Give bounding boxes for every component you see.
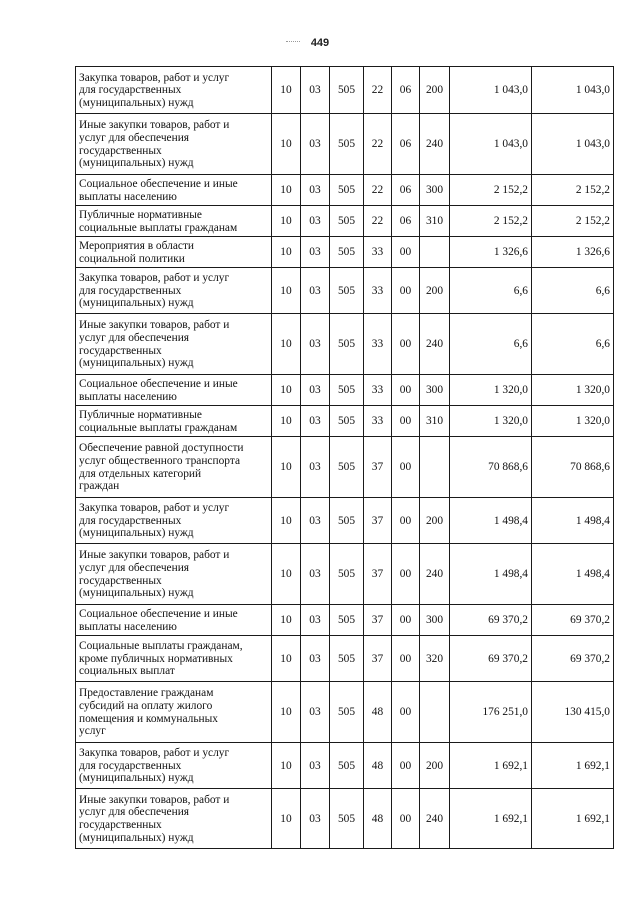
table-row xyxy=(76,175,614,206)
budget-table xyxy=(75,66,614,849)
direction-code-cell: 00 xyxy=(392,636,420,682)
amount-cell: 2 152,2 xyxy=(450,206,532,237)
amount-cell: 6,6 xyxy=(450,314,532,375)
item-name-line: для государственных xyxy=(79,284,182,297)
program-code-cell: 37 xyxy=(364,636,392,682)
table-row xyxy=(76,636,614,682)
subsection-code-cell: 03 xyxy=(301,682,330,743)
expense-type-cell: 200 xyxy=(420,498,450,544)
item-name-line: услуг для обеспечения xyxy=(79,131,190,144)
target-article-code-cell: 505 xyxy=(330,237,364,268)
item-name-line: выплаты населению xyxy=(79,190,177,203)
program-code-cell: 22 xyxy=(364,175,392,206)
amount-cell: 1 498,4 xyxy=(532,498,614,544)
direction-code-cell: 06 xyxy=(392,67,420,114)
section-code-cell: 10 xyxy=(272,406,301,437)
program-code-cell: 33 xyxy=(364,406,392,437)
item-name-line: (муниципальных) нужд xyxy=(79,96,194,109)
subsection-code-cell: 03 xyxy=(301,67,330,114)
direction-code-cell: 00 xyxy=(392,437,420,498)
item-name-line: Обеспечение равной доступности xyxy=(79,442,244,455)
program-code-cell: 37 xyxy=(364,605,392,636)
target-article-code-cell: 505 xyxy=(330,789,364,849)
section-code-cell: 10 xyxy=(272,314,301,375)
expense-type-cell: 300 xyxy=(420,175,450,206)
direction-code-cell: 00 xyxy=(392,406,420,437)
table-row xyxy=(76,406,614,437)
item-name-line: для государственных xyxy=(79,84,182,97)
program-code-cell: 48 xyxy=(364,789,392,849)
expense-type-cell xyxy=(420,437,450,498)
item-name-line: выплаты населению xyxy=(79,390,177,403)
item-name-line: для отдельных категорий xyxy=(79,467,202,480)
item-name-line: кроме публичных нормативных xyxy=(79,652,233,665)
section-code-cell: 10 xyxy=(272,114,301,175)
item-name-cell xyxy=(76,175,272,206)
item-name-line: Публичные нормативные xyxy=(79,208,202,221)
table-row xyxy=(76,206,614,237)
subsection-code-cell: 03 xyxy=(301,743,330,789)
target-article-code-cell: 505 xyxy=(330,636,364,682)
item-name-cell xyxy=(76,544,272,605)
target-article-code-cell: 505 xyxy=(330,114,364,175)
direction-code-cell: 00 xyxy=(392,682,420,743)
subsection-code-cell: 03 xyxy=(301,375,330,406)
direction-code-cell: 06 xyxy=(392,206,420,237)
direction-code-cell: 00 xyxy=(392,498,420,544)
expense-type-cell: 240 xyxy=(420,789,450,849)
section-code-cell: 10 xyxy=(272,237,301,268)
amount-cell: 1 498,4 xyxy=(450,498,532,544)
table-row xyxy=(76,789,614,849)
direction-code-cell: 00 xyxy=(392,314,420,375)
direction-code-cell: 00 xyxy=(392,605,420,636)
amount-cell: 1 320,0 xyxy=(532,406,614,437)
amount-cell: 1 498,4 xyxy=(450,544,532,605)
direction-code-cell: 00 xyxy=(392,375,420,406)
section-code-cell: 10 xyxy=(272,544,301,605)
expense-type-cell: 310 xyxy=(420,206,450,237)
program-code-cell: 33 xyxy=(364,314,392,375)
item-name-cell xyxy=(76,406,272,437)
item-name-line: социальных выплат xyxy=(79,665,175,678)
item-name-line: Мероприятия в области xyxy=(79,239,195,252)
item-name-line: (муниципальных) нужд xyxy=(79,357,194,370)
table-row xyxy=(76,437,614,498)
item-name-line: услуг xyxy=(79,725,106,738)
scan-artifact xyxy=(286,41,300,44)
subsection-code-cell: 03 xyxy=(301,498,330,544)
direction-code-cell: 00 xyxy=(392,789,420,849)
program-code-cell: 33 xyxy=(364,268,392,314)
direction-code-cell: 00 xyxy=(392,544,420,605)
subsection-code-cell: 03 xyxy=(301,605,330,636)
section-code-cell: 10 xyxy=(272,636,301,682)
item-name-line: Социальное обеспечение и иные xyxy=(79,607,238,620)
item-name-line: услуг для обеспечения xyxy=(79,561,190,574)
amount-cell: 176 251,0 xyxy=(450,682,532,743)
subsection-code-cell: 03 xyxy=(301,237,330,268)
target-article-code-cell: 505 xyxy=(330,175,364,206)
amount-cell: 70 868,6 xyxy=(450,437,532,498)
program-code-cell: 22 xyxy=(364,206,392,237)
item-name-line: граждан xyxy=(79,480,120,493)
item-name-cell xyxy=(76,375,272,406)
subsection-code-cell: 03 xyxy=(301,206,330,237)
item-name-cell xyxy=(76,605,272,636)
subsection-code-cell: 03 xyxy=(301,544,330,605)
target-article-code-cell: 505 xyxy=(330,268,364,314)
expense-type-cell: 200 xyxy=(420,268,450,314)
budget-table-body xyxy=(76,67,614,849)
item-name-line: Закупка товаров, работ и услуг xyxy=(79,71,230,84)
item-name-cell xyxy=(76,237,272,268)
amount-cell: 1 043,0 xyxy=(532,114,614,175)
item-name-line: Иные закупки товаров, работ и xyxy=(79,793,230,806)
item-name-cell xyxy=(76,314,272,375)
item-name-line: выплаты населению xyxy=(79,620,177,633)
amount-cell: 1 692,1 xyxy=(532,789,614,849)
amount-cell: 130 415,0 xyxy=(532,682,614,743)
item-name-line: (муниципальных) нужд xyxy=(79,527,194,540)
target-article-code-cell: 505 xyxy=(330,682,364,743)
program-code-cell: 22 xyxy=(364,114,392,175)
section-code-cell: 10 xyxy=(272,437,301,498)
section-code-cell: 10 xyxy=(272,498,301,544)
expense-type-cell: 240 xyxy=(420,544,450,605)
table-row xyxy=(76,268,614,314)
amount-cell: 6,6 xyxy=(532,314,614,375)
direction-code-cell: 00 xyxy=(392,268,420,314)
amount-cell: 2 152,2 xyxy=(532,206,614,237)
amount-cell: 1 320,0 xyxy=(532,375,614,406)
item-name-line: (муниципальных) нужд xyxy=(79,297,194,310)
target-article-code-cell: 505 xyxy=(330,743,364,789)
program-code-cell: 37 xyxy=(364,544,392,605)
program-code-cell: 37 xyxy=(364,437,392,498)
subsection-code-cell: 03 xyxy=(301,175,330,206)
table-row xyxy=(76,237,614,268)
item-name-cell xyxy=(76,682,272,743)
item-name-line: (муниципальных) нужд xyxy=(79,157,194,170)
section-code-cell: 10 xyxy=(272,789,301,849)
amount-cell: 1 043,0 xyxy=(532,67,614,114)
table-row xyxy=(76,605,614,636)
item-name-line: (муниципальных) нужд xyxy=(79,587,194,600)
table-row xyxy=(76,375,614,406)
program-code-cell: 33 xyxy=(364,237,392,268)
target-article-code-cell: 505 xyxy=(330,406,364,437)
amount-cell: 1 692,1 xyxy=(532,743,614,789)
expense-type-cell: 240 xyxy=(420,314,450,375)
item-name-line: Социальные выплаты гражданам, xyxy=(79,640,243,653)
section-code-cell: 10 xyxy=(272,682,301,743)
expense-type-cell: 320 xyxy=(420,636,450,682)
amount-cell: 69 370,2 xyxy=(532,605,614,636)
item-name-line: услуг для обеспечения xyxy=(79,331,190,344)
table-row xyxy=(76,682,614,743)
program-code-cell: 33 xyxy=(364,375,392,406)
item-name-line: Предоставление гражданам xyxy=(79,687,214,700)
section-code-cell: 10 xyxy=(272,175,301,206)
section-code-cell: 10 xyxy=(272,67,301,114)
direction-code-cell: 00 xyxy=(392,237,420,268)
item-name-line: Закупка товаров, работ и услуг xyxy=(79,272,230,285)
section-code-cell: 10 xyxy=(272,605,301,636)
item-name-line: Иные закупки товаров, работ и xyxy=(79,119,230,132)
amount-cell: 2 152,2 xyxy=(450,175,532,206)
target-article-code-cell: 505 xyxy=(330,314,364,375)
subsection-code-cell: 03 xyxy=(301,268,330,314)
amount-cell: 69 370,2 xyxy=(450,636,532,682)
amount-cell: 1 692,1 xyxy=(450,789,532,849)
section-code-cell: 10 xyxy=(272,375,301,406)
table-row xyxy=(76,498,614,544)
item-name-line: услуг для обеспечения xyxy=(79,806,190,819)
subsection-code-cell: 03 xyxy=(301,406,330,437)
item-name-cell xyxy=(76,743,272,789)
amount-cell: 6,6 xyxy=(450,268,532,314)
item-name-line: для государственных xyxy=(79,759,182,772)
item-name-line: Иные закупки товаров, работ и xyxy=(79,319,230,332)
item-name-line: социальные выплаты гражданам xyxy=(79,421,238,434)
table-row xyxy=(76,314,614,375)
item-name-line: (муниципальных) нужд xyxy=(79,831,194,844)
item-name-line: государственных xyxy=(79,574,162,587)
item-name-line: помещения и коммунальных xyxy=(79,712,219,725)
item-name-cell xyxy=(76,268,272,314)
expense-type-cell: 200 xyxy=(420,67,450,114)
expense-type-cell: 240 xyxy=(420,114,450,175)
item-name-line: Закупка товаров, работ и услуг xyxy=(79,502,230,515)
item-name-line: государственных xyxy=(79,819,162,831)
target-article-code-cell: 505 xyxy=(330,544,364,605)
program-code-cell: 37 xyxy=(364,498,392,544)
amount-cell: 1 326,6 xyxy=(532,237,614,268)
subsection-code-cell: 03 xyxy=(301,789,330,849)
section-code-cell: 10 xyxy=(272,268,301,314)
item-name-line: Публичные нормативные xyxy=(79,408,202,421)
item-name-cell xyxy=(76,498,272,544)
subsection-code-cell: 03 xyxy=(301,636,330,682)
target-article-code-cell: 505 xyxy=(330,605,364,636)
amount-cell: 2 152,2 xyxy=(532,175,614,206)
program-code-cell: 48 xyxy=(364,682,392,743)
item-name-line: (муниципальных) нужд xyxy=(79,772,194,785)
target-article-code-cell: 505 xyxy=(330,67,364,114)
item-name-line: социальные выплаты гражданам xyxy=(79,221,238,234)
item-name-line: социальной политики xyxy=(79,252,185,265)
expense-type-cell: 200 xyxy=(420,743,450,789)
amount-cell: 6,6 xyxy=(532,268,614,314)
amount-cell: 1 043,0 xyxy=(450,67,532,114)
item-name-line: Иные закупки товаров, работ и xyxy=(79,549,230,562)
item-name-line: государственных xyxy=(79,344,162,357)
amount-cell: 69 370,2 xyxy=(450,605,532,636)
page-number: 449 xyxy=(310,37,330,49)
item-name-line: Закупка товаров, работ и услуг xyxy=(79,747,230,760)
item-name-cell xyxy=(76,789,272,849)
target-article-code-cell: 505 xyxy=(330,437,364,498)
target-article-code-cell: 505 xyxy=(330,375,364,406)
item-name-line: Социальное обеспечение и иные xyxy=(79,177,238,190)
amount-cell: 70 868,6 xyxy=(532,437,614,498)
table-row xyxy=(76,67,614,114)
subsection-code-cell: 03 xyxy=(301,437,330,498)
target-article-code-cell: 505 xyxy=(330,498,364,544)
amount-cell: 69 370,2 xyxy=(532,636,614,682)
table-row xyxy=(76,544,614,605)
expense-type-cell xyxy=(420,237,450,268)
item-name-line: государственных xyxy=(79,144,162,157)
item-name-line: услуг общественного транспорта xyxy=(79,454,240,467)
item-name-cell xyxy=(76,206,272,237)
amount-cell: 1 326,6 xyxy=(450,237,532,268)
expense-type-cell xyxy=(420,682,450,743)
program-code-cell: 48 xyxy=(364,743,392,789)
table-row xyxy=(76,743,614,789)
program-code-cell: 22 xyxy=(364,67,392,114)
amount-cell: 1 043,0 xyxy=(450,114,532,175)
expense-type-cell: 310 xyxy=(420,406,450,437)
item-name-line: субсидий на оплату жилого xyxy=(79,699,213,712)
subsection-code-cell: 03 xyxy=(301,314,330,375)
amount-cell: 1 498,4 xyxy=(532,544,614,605)
expense-type-cell: 300 xyxy=(420,375,450,406)
item-name-cell xyxy=(76,437,272,498)
item-name-cell xyxy=(76,67,272,114)
amount-cell: 1 320,0 xyxy=(450,375,532,406)
target-article-code-cell: 505 xyxy=(330,206,364,237)
item-name-line: Социальное обеспечение и иные xyxy=(79,377,238,390)
section-code-cell: 10 xyxy=(272,743,301,789)
section-code-cell: 10 xyxy=(272,206,301,237)
item-name-line: для государственных xyxy=(79,514,182,527)
expense-type-cell: 300 xyxy=(420,605,450,636)
subsection-code-cell: 03 xyxy=(301,114,330,175)
amount-cell: 1 692,1 xyxy=(450,743,532,789)
table-row xyxy=(76,114,614,175)
item-name-cell xyxy=(76,636,272,682)
direction-code-cell: 06 xyxy=(392,175,420,206)
item-name-cell xyxy=(76,114,272,175)
direction-code-cell: 00 xyxy=(392,743,420,789)
amount-cell: 1 320,0 xyxy=(450,406,532,437)
direction-code-cell: 06 xyxy=(392,114,420,175)
